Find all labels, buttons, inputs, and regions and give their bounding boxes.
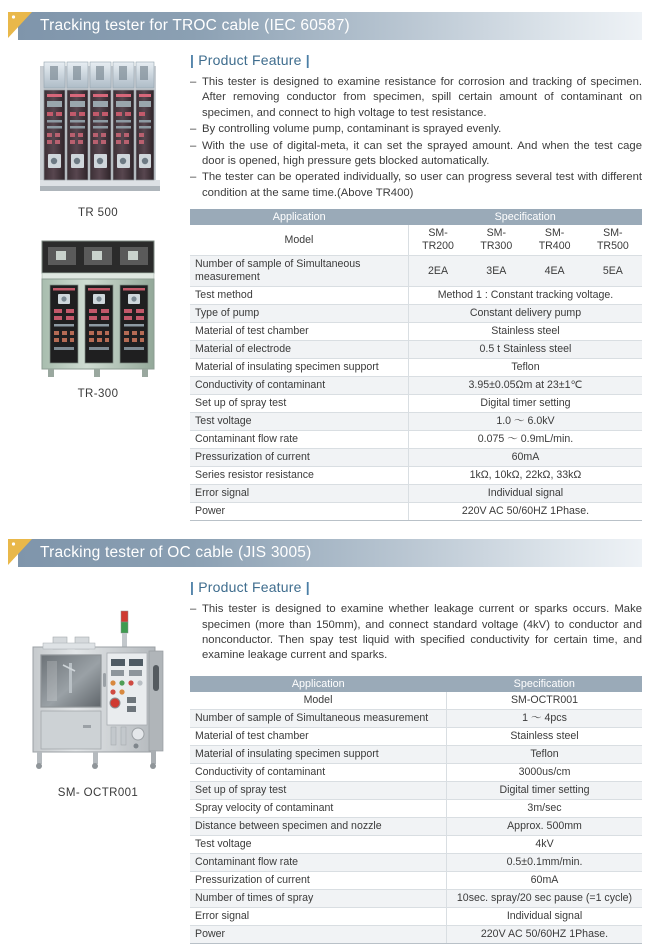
section-header-oc — [18, 539, 642, 567]
table-row — [190, 727, 642, 745]
section-title-troc: Tracking tester for TROC cable (IEC 60587) — [40, 17, 350, 34]
cell-label: Power — [190, 925, 447, 943]
cell-value: Teflon — [447, 745, 642, 763]
cell-value: Approx. 500mm — [447, 817, 642, 835]
feature-bar-left: | — [190, 52, 195, 68]
feature-list-troc — [190, 75, 642, 201]
table-row — [190, 359, 642, 377]
cell-model-value: SM-OCTR001 — [447, 692, 642, 710]
cell-value: Method 1 : Constant tracking voltage. — [408, 287, 642, 305]
cell-value: 1.0 ～ 6.0kV — [408, 413, 642, 431]
cell-label: Number of sample of Simultaneous measurement — [190, 256, 408, 287]
cell-label: Set up of spray test — [190, 395, 408, 413]
cell-label: Pressurization of current — [190, 871, 447, 889]
cell-label: Contaminant flow rate — [190, 853, 447, 871]
cell-value: Constant delivery pump — [408, 305, 642, 323]
table-row — [190, 287, 642, 305]
feature-bar-right: | — [305, 579, 310, 596]
cell-model-label: Model — [190, 225, 408, 256]
table-header-row — [190, 676, 642, 692]
table-row — [190, 323, 642, 341]
table-row-model — [190, 692, 642, 710]
header-application: Application — [190, 676, 447, 692]
cell-label: Spray velocity of contaminant — [190, 799, 447, 817]
cell-label: Test voltage — [190, 413, 408, 431]
cell-label: Material of insulating specimen support — [190, 745, 447, 763]
table-row — [190, 835, 642, 853]
cell-value: Individual signal — [447, 907, 642, 925]
figure-caption-tr300: TR-300 — [77, 388, 119, 400]
cell-value: Stainless steel — [447, 727, 642, 745]
feature-bar-right: | — [305, 52, 310, 68]
section-content-troc — [178, 50, 642, 521]
cell-value: 4kV — [447, 835, 642, 853]
feature-heading-text: Product Feature — [198, 579, 302, 596]
table-row-sample-count — [190, 709, 642, 727]
cell-value: 220V AC 50/60HZ 1Phase. — [408, 503, 642, 521]
table-header-row — [190, 209, 642, 225]
section-content-oc — [178, 577, 642, 944]
header-specification: Specification — [408, 209, 642, 225]
table-row — [190, 745, 642, 763]
cell-model-label: Model — [190, 692, 447, 710]
cell-value: 3000us/cm — [447, 763, 642, 781]
cell-label: Conductivity of contaminant — [190, 377, 408, 395]
cell-label: Number of sample of Simultaneous measurement — [190, 709, 447, 727]
cell-label: Set up of spray test — [190, 781, 447, 799]
tr300-machine-image — [28, 233, 168, 383]
cell-label: Contaminant flow rate — [190, 431, 408, 449]
tr500-machine-image — [28, 54, 168, 202]
cell-model-2: SM-TR300 — [467, 225, 525, 256]
cell-value: 4EA — [525, 256, 583, 287]
table-row — [190, 781, 642, 799]
cell-label: Power — [190, 503, 408, 521]
cell-label: Conductivity of contaminant — [190, 763, 447, 781]
cell-value: 220V AC 50/60HZ 1Phase. — [447, 925, 642, 943]
section-body-troc — [0, 40, 650, 521]
cell-value: 0.075 ～ 0.9mL/min. — [408, 431, 642, 449]
section-title-oc: Tracking tester of OC cable (JIS 3005) — [40, 544, 312, 562]
feature-bar-left: | — [190, 579, 195, 596]
table-row-sample-count — [190, 256, 642, 287]
cell-label: Material of electrode — [190, 341, 408, 359]
octr001-machine-image — [23, 607, 173, 782]
catalog-page — [0, 12, 650, 944]
table-row — [190, 889, 642, 907]
table-row — [190, 871, 642, 889]
section-divider — [0, 521, 650, 539]
cell-value: 3EA — [467, 256, 525, 287]
cell-model-4: SM-TR500 — [584, 225, 642, 256]
table-row — [190, 431, 642, 449]
cell-value: 0.5 t Stainless steel — [408, 341, 642, 359]
cell-label: Test method — [190, 287, 408, 305]
figure-tr500 — [18, 54, 178, 219]
table-row — [190, 377, 642, 395]
feature-item: – This tester is designed to examine whether leakage current or sparks occurs. Make specimen (more than 150mm), and connect standard voltage (4kV) to conductor and nonconductor. Then spay test liquid with specified conductivity for certain time, and examine leakage current and sparks. — [190, 602, 642, 664]
table-row — [190, 395, 642, 413]
feature-item: – The tester can be operated individually, so user can progress several test with different condition at the same time.(Above TR400) — [190, 170, 642, 201]
product-images-troc — [18, 50, 178, 521]
table-row — [190, 467, 642, 485]
header-specification: Specification — [447, 676, 642, 692]
table-row — [190, 485, 642, 503]
feature-item: – With the use of digital-meta, it can set the sprayed amount. And when the test cage door is opened, high pressure gets blocked automatically. — [190, 139, 642, 170]
cell-value: 10sec. spray/20 sec pause (=1 cycle) — [447, 889, 642, 907]
cell-value: 3.95±0.05Ωm at 23±1℃ — [408, 377, 642, 395]
table-row — [190, 907, 642, 925]
feature-heading-text: Product Feature — [198, 52, 302, 68]
cell-value: Digital timer setting — [408, 395, 642, 413]
figure-tr300 — [18, 233, 178, 400]
cell-label: Material of test chamber — [190, 727, 447, 745]
spec-table-oc — [190, 676, 642, 944]
cell-value: 0.5±0.1mm/min. — [447, 853, 642, 871]
table-row — [190, 413, 642, 431]
cell-value: 3m/sec — [447, 799, 642, 817]
figure-caption-octr001: SM- OCTR001 — [57, 787, 139, 800]
spec-table-troc — [190, 209, 642, 521]
cell-value: 60mA — [447, 871, 642, 889]
cell-value: Digital timer setting — [447, 781, 642, 799]
feature-list-oc — [190, 602, 642, 664]
cell-label: Error signal — [190, 907, 447, 925]
product-images-oc — [18, 577, 178, 944]
section-oc — [0, 539, 650, 944]
cell-value: 1 ～ 4pcs — [447, 709, 642, 727]
cell-label: Type of pump — [190, 305, 408, 323]
feature-heading-oc — [190, 579, 642, 595]
cell-value: Individual signal — [408, 485, 642, 503]
cell-value: Stainless steel — [408, 323, 642, 341]
table-row — [190, 763, 642, 781]
cell-value: 5EA — [584, 256, 642, 287]
table-row — [190, 799, 642, 817]
figure-caption-tr500: TR 500 — [77, 207, 119, 219]
cell-value: Teflon — [408, 359, 642, 377]
corner-flag-icon — [8, 12, 32, 40]
cell-model-1: SM-TR200 — [408, 225, 467, 256]
cell-value: 60mA — [408, 449, 642, 467]
header-application: Application — [190, 209, 408, 225]
cell-label: Pressurization of current — [190, 449, 408, 467]
cell-label: Material of insulating specimen support — [190, 359, 408, 377]
cell-label: Test voltage — [190, 835, 447, 853]
corner-flag-icon — [8, 539, 32, 567]
feature-item: – This tester is designed to examine resistance for corrosion and tracking of specimen. After removing conductor from specimen, spill certain amount of contaminant on specimen, and connect to high voltage to test resistance. — [190, 75, 642, 121]
section-header-troc — [18, 12, 642, 40]
table-row — [190, 305, 642, 323]
section-troc — [0, 12, 650, 521]
table-row — [190, 341, 642, 359]
cell-label: Distance between specimen and nozzle — [190, 817, 447, 835]
cell-label: Error signal — [190, 485, 408, 503]
table-row — [190, 925, 642, 943]
table-row — [190, 853, 642, 871]
cell-label: Material of test chamber — [190, 323, 408, 341]
table-row — [190, 449, 642, 467]
cell-model-3: SM-TR400 — [525, 225, 583, 256]
section-body-oc — [0, 567, 650, 944]
table-row — [190, 503, 642, 521]
cell-label: Series resistor resistance — [190, 467, 408, 485]
feature-item: – By controlling volume pump, contaminant is sprayed evenly. — [190, 122, 642, 137]
cell-value: 1kΩ, 10kΩ, 22kΩ, 33kΩ — [408, 467, 642, 485]
cell-label: Number of times of spray — [190, 889, 447, 907]
feature-heading-troc — [190, 52, 642, 68]
cell-value: 2EA — [408, 256, 467, 287]
figure-octr001 — [18, 607, 178, 799]
table-row-model — [190, 225, 642, 256]
table-row — [190, 817, 642, 835]
